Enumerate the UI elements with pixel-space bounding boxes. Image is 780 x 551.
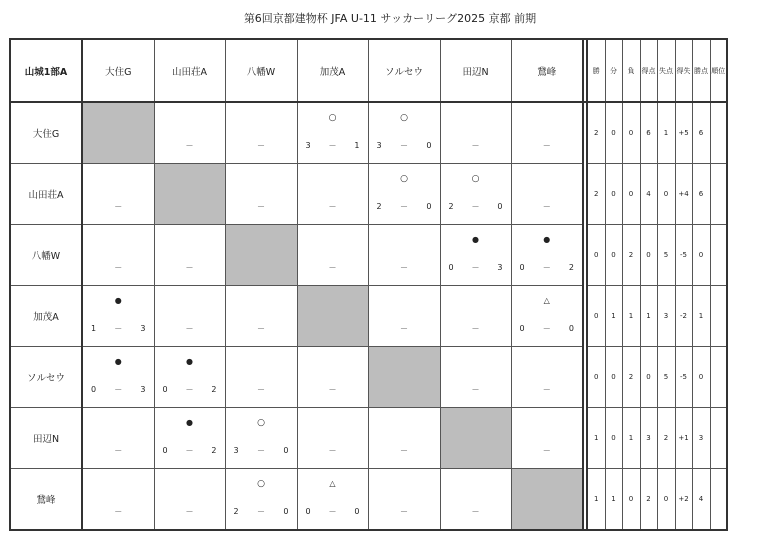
stat-header-draws: 分 <box>605 39 622 102</box>
match-score <box>512 324 583 334</box>
score-against: 0 <box>283 507 289 516</box>
stat-goals-for: 6 <box>640 102 657 164</box>
row-team-name: 八幡W <box>10 225 82 286</box>
result-cell <box>297 102 368 164</box>
score-separator: － <box>328 141 337 150</box>
stat-draws: 0 <box>605 408 622 469</box>
result-cell <box>368 164 440 225</box>
stat-wins: 1 <box>587 469 605 531</box>
unplayed-dash: － <box>328 385 337 394</box>
unplayed-dash: － <box>185 507 194 516</box>
table-row <box>10 347 727 408</box>
stat-points: 0 <box>692 347 710 408</box>
stat-losses: 1 <box>622 408 640 469</box>
match-score <box>441 263 511 273</box>
stat-wins: 0 <box>587 347 605 408</box>
score-for: 3 <box>376 141 382 150</box>
stat-draws: 0 <box>605 225 622 286</box>
result-cell <box>511 102 583 164</box>
stat-goal-difference: -2 <box>675 286 692 347</box>
stat-losses: 2 <box>622 347 640 408</box>
unplayed-dash: － <box>328 446 337 455</box>
column-header-team: 田辺N <box>440 39 511 102</box>
loss-dot-icon <box>441 235 511 245</box>
loss-dot-icon <box>83 357 154 367</box>
stat-goals-against: 0 <box>657 164 675 225</box>
score-separator: － <box>185 385 194 394</box>
result-cell <box>225 347 297 408</box>
result-cell <box>225 164 297 225</box>
score-separator: － <box>185 446 194 455</box>
stat-points: 3 <box>692 408 710 469</box>
loss-dot-icon <box>512 235 583 245</box>
result-cell <box>511 225 583 286</box>
stat-header-goals-for: 得点 <box>640 39 657 102</box>
result-cell <box>82 164 154 225</box>
score-separator: － <box>471 263 480 272</box>
score-for: 1 <box>91 324 97 333</box>
result-cell <box>368 225 440 286</box>
result-cell <box>368 408 440 469</box>
stat-rank <box>710 408 727 469</box>
stat-wins: 0 <box>587 286 605 347</box>
column-header-team: 山田荘A <box>154 39 225 102</box>
result-cell <box>440 102 511 164</box>
score-against: 0 <box>497 202 503 211</box>
unplayed-dash: － <box>114 446 123 455</box>
stat-wins: 0 <box>587 225 605 286</box>
stat-points: 0 <box>692 225 710 286</box>
result-cell <box>368 102 440 164</box>
score-separator: － <box>114 385 123 394</box>
match-score <box>369 141 440 151</box>
stat-wins: 1 <box>587 408 605 469</box>
result-cell <box>440 164 511 225</box>
score-against: 0 <box>354 507 360 516</box>
unplayed-dash: － <box>400 324 408 333</box>
result-cell <box>225 102 297 164</box>
column-header-team: 大住G <box>82 39 154 102</box>
self-match-cell <box>225 225 297 286</box>
result-cell <box>440 286 511 347</box>
score-for: 2 <box>376 202 382 211</box>
unplayed-dash: － <box>400 263 408 272</box>
score-separator: － <box>542 263 551 272</box>
stat-goals-against: 0 <box>657 469 675 531</box>
loss-dot-icon <box>83 296 154 306</box>
win-circle-icon <box>369 113 440 123</box>
column-header-team: ソルセウ <box>368 39 440 102</box>
result-cell <box>511 164 583 225</box>
score-for: 0 <box>519 324 525 333</box>
score-for: 3 <box>233 446 239 455</box>
self-match-cell <box>511 469 583 531</box>
match-score <box>155 385 225 395</box>
column-header-team: 加茂A <box>297 39 368 102</box>
table-row <box>10 286 727 347</box>
score-against: 3 <box>497 263 503 272</box>
result-cell <box>440 347 511 408</box>
stat-wins: 2 <box>587 102 605 164</box>
stat-draws: 1 <box>605 469 622 531</box>
unplayed-dash: － <box>185 141 194 150</box>
stat-goal-difference: +4 <box>675 164 692 225</box>
match-score <box>226 446 297 456</box>
stat-points: 6 <box>692 102 710 164</box>
self-match-cell <box>440 408 511 469</box>
stat-wins: 2 <box>587 164 605 225</box>
row-team-name: 田辺N <box>10 408 82 469</box>
stat-draws: 0 <box>605 164 622 225</box>
unplayed-dash: － <box>471 507 480 516</box>
score-separator: － <box>257 446 265 455</box>
group-label: 山城1部A <box>10 39 82 102</box>
unplayed-dash: － <box>257 385 265 394</box>
stat-header-wins: 勝 <box>587 39 605 102</box>
stat-draws: 0 <box>605 102 622 164</box>
result-cell <box>297 408 368 469</box>
stat-goals-against: 3 <box>657 286 675 347</box>
score-against: 2 <box>568 263 574 272</box>
stat-goals-against: 5 <box>657 225 675 286</box>
unplayed-dash: － <box>185 324 194 333</box>
stat-draws: 0 <box>605 347 622 408</box>
stat-goals-for: 0 <box>640 225 657 286</box>
stat-rank <box>710 102 727 164</box>
unplayed-dash: － <box>257 324 265 333</box>
result-cell <box>440 225 511 286</box>
win-circle-icon <box>226 479 297 489</box>
page-title: 第6回京都建物杯 JFA U-11 サッカーリーグ2025 京都 前期 <box>243 12 537 25</box>
unplayed-dash: － <box>471 324 480 333</box>
match-score <box>155 446 225 456</box>
unplayed-dash: － <box>185 263 194 272</box>
score-against: 0 <box>426 202 432 211</box>
result-cell <box>82 408 154 469</box>
score-separator: － <box>400 141 408 150</box>
result-cell <box>297 164 368 225</box>
stat-losses: 0 <box>622 164 640 225</box>
score-for: 2 <box>233 507 239 516</box>
unplayed-dash: － <box>471 141 480 150</box>
match-score <box>298 507 368 517</box>
result-cell <box>154 469 225 531</box>
stat-losses: 0 <box>622 469 640 531</box>
stat-goals-for: 4 <box>640 164 657 225</box>
row-team-name: ソルセウ <box>10 347 82 408</box>
score-separator: － <box>471 202 480 211</box>
column-header-team: 鵞峰 <box>511 39 583 102</box>
match-score <box>512 263 583 273</box>
stat-rank <box>710 164 727 225</box>
score-for: 0 <box>448 263 454 272</box>
score-against: 3 <box>140 324 146 333</box>
stat-goals-for: 2 <box>640 469 657 531</box>
score-separator: － <box>542 324 551 333</box>
score-separator: － <box>328 507 337 516</box>
row-team-name: 大住G <box>10 102 82 164</box>
row-team-name: 加茂A <box>10 286 82 347</box>
stat-header-points: 勝点 <box>692 39 710 102</box>
score-against: 0 <box>283 446 289 455</box>
stat-draws: 1 <box>605 286 622 347</box>
table-row <box>10 102 727 164</box>
score-separator: － <box>400 202 408 211</box>
stat-goals-against: 1 <box>657 102 675 164</box>
score-against: 0 <box>426 141 432 150</box>
result-cell <box>225 286 297 347</box>
stat-goals-against: 5 <box>657 347 675 408</box>
match-score <box>298 141 368 151</box>
result-cell <box>297 225 368 286</box>
result-cell <box>154 286 225 347</box>
score-against: 0 <box>568 324 574 333</box>
score-for: 0 <box>162 385 168 394</box>
self-match-cell <box>154 164 225 225</box>
result-cell <box>440 469 511 531</box>
score-for: 0 <box>91 385 97 394</box>
match-score <box>369 202 440 212</box>
stat-goals-against: 2 <box>657 408 675 469</box>
score-against: 3 <box>140 385 146 394</box>
score-against: 2 <box>211 385 217 394</box>
self-match-cell <box>82 102 154 164</box>
column-header-team: 八幡W <box>225 39 297 102</box>
win-circle-icon <box>226 418 297 428</box>
stat-goal-difference: -5 <box>675 347 692 408</box>
result-cell <box>154 225 225 286</box>
row-team-name: 山田荘A <box>10 164 82 225</box>
unplayed-dash: － <box>400 507 408 516</box>
result-cell <box>82 347 154 408</box>
stat-goal-difference: +2 <box>675 469 692 531</box>
draw-triangle-icon <box>512 296 583 306</box>
stat-goals-for: 3 <box>640 408 657 469</box>
stat-goal-difference: +5 <box>675 102 692 164</box>
result-cell <box>225 469 297 531</box>
unplayed-dash: － <box>542 446 551 455</box>
table-row <box>10 469 727 531</box>
result-cell <box>511 408 583 469</box>
win-circle-icon <box>298 113 368 123</box>
header-row <box>10 39 727 102</box>
score-against: 2 <box>211 446 217 455</box>
result-cell <box>511 347 583 408</box>
stat-goal-difference: +1 <box>675 408 692 469</box>
table-row <box>10 225 727 286</box>
stat-header-goals-against: 失点 <box>657 39 675 102</box>
stat-rank <box>710 286 727 347</box>
unplayed-dash: － <box>114 263 123 272</box>
draw-triangle-icon <box>298 479 368 489</box>
unplayed-dash: － <box>114 202 123 211</box>
match-score <box>83 385 154 395</box>
unplayed-dash: － <box>542 202 551 211</box>
stat-losses: 2 <box>622 225 640 286</box>
result-cell <box>82 286 154 347</box>
loss-dot-icon <box>155 357 225 367</box>
stat-points: 4 <box>692 469 710 531</box>
self-match-cell <box>368 347 440 408</box>
row-team-name: 鵞峰 <box>10 469 82 531</box>
result-cell <box>154 347 225 408</box>
result-cell <box>82 225 154 286</box>
unplayed-dash: － <box>542 385 551 394</box>
loss-dot-icon <box>155 418 225 428</box>
score-for: 0 <box>305 507 311 516</box>
stat-rank <box>710 347 727 408</box>
stat-header-rank: 順位 <box>710 39 727 102</box>
unplayed-dash: － <box>257 202 265 211</box>
score-for: 0 <box>519 263 525 272</box>
league-table <box>9 38 728 531</box>
result-cell <box>297 469 368 531</box>
score-separator: － <box>257 507 265 516</box>
stat-header-losses: 負 <box>622 39 640 102</box>
table-row <box>10 408 727 469</box>
stat-points: 1 <box>692 286 710 347</box>
stat-header-goal-difference: 得失 <box>675 39 692 102</box>
score-against: 1 <box>354 141 360 150</box>
unplayed-dash: － <box>328 202 337 211</box>
stat-goals-for: 1 <box>640 286 657 347</box>
stat-rank <box>710 469 727 531</box>
result-cell <box>511 286 583 347</box>
result-cell <box>154 102 225 164</box>
unplayed-dash: － <box>542 141 551 150</box>
self-match-cell <box>297 286 368 347</box>
table-row <box>10 164 727 225</box>
stat-rank <box>710 225 727 286</box>
stat-points: 6 <box>692 164 710 225</box>
score-for: 0 <box>162 446 168 455</box>
result-cell <box>368 286 440 347</box>
result-cell <box>368 469 440 531</box>
unplayed-dash: － <box>328 263 337 272</box>
score-for: 3 <box>305 141 311 150</box>
unplayed-dash: － <box>114 507 123 516</box>
result-cell <box>82 469 154 531</box>
score-for: 2 <box>448 202 454 211</box>
unplayed-dash: － <box>257 141 265 150</box>
win-circle-icon <box>369 174 440 184</box>
result-cell <box>297 347 368 408</box>
stat-losses: 1 <box>622 286 640 347</box>
score-separator: － <box>114 324 123 333</box>
stat-losses: 0 <box>622 102 640 164</box>
stat-goal-difference: -5 <box>675 225 692 286</box>
unplayed-dash: － <box>400 446 408 455</box>
result-cell <box>225 408 297 469</box>
win-circle-icon <box>441 174 511 184</box>
stat-goals-for: 0 <box>640 347 657 408</box>
match-score <box>441 202 511 212</box>
unplayed-dash: － <box>471 385 480 394</box>
match-score <box>226 507 297 517</box>
result-cell <box>154 408 225 469</box>
match-score <box>83 324 154 334</box>
